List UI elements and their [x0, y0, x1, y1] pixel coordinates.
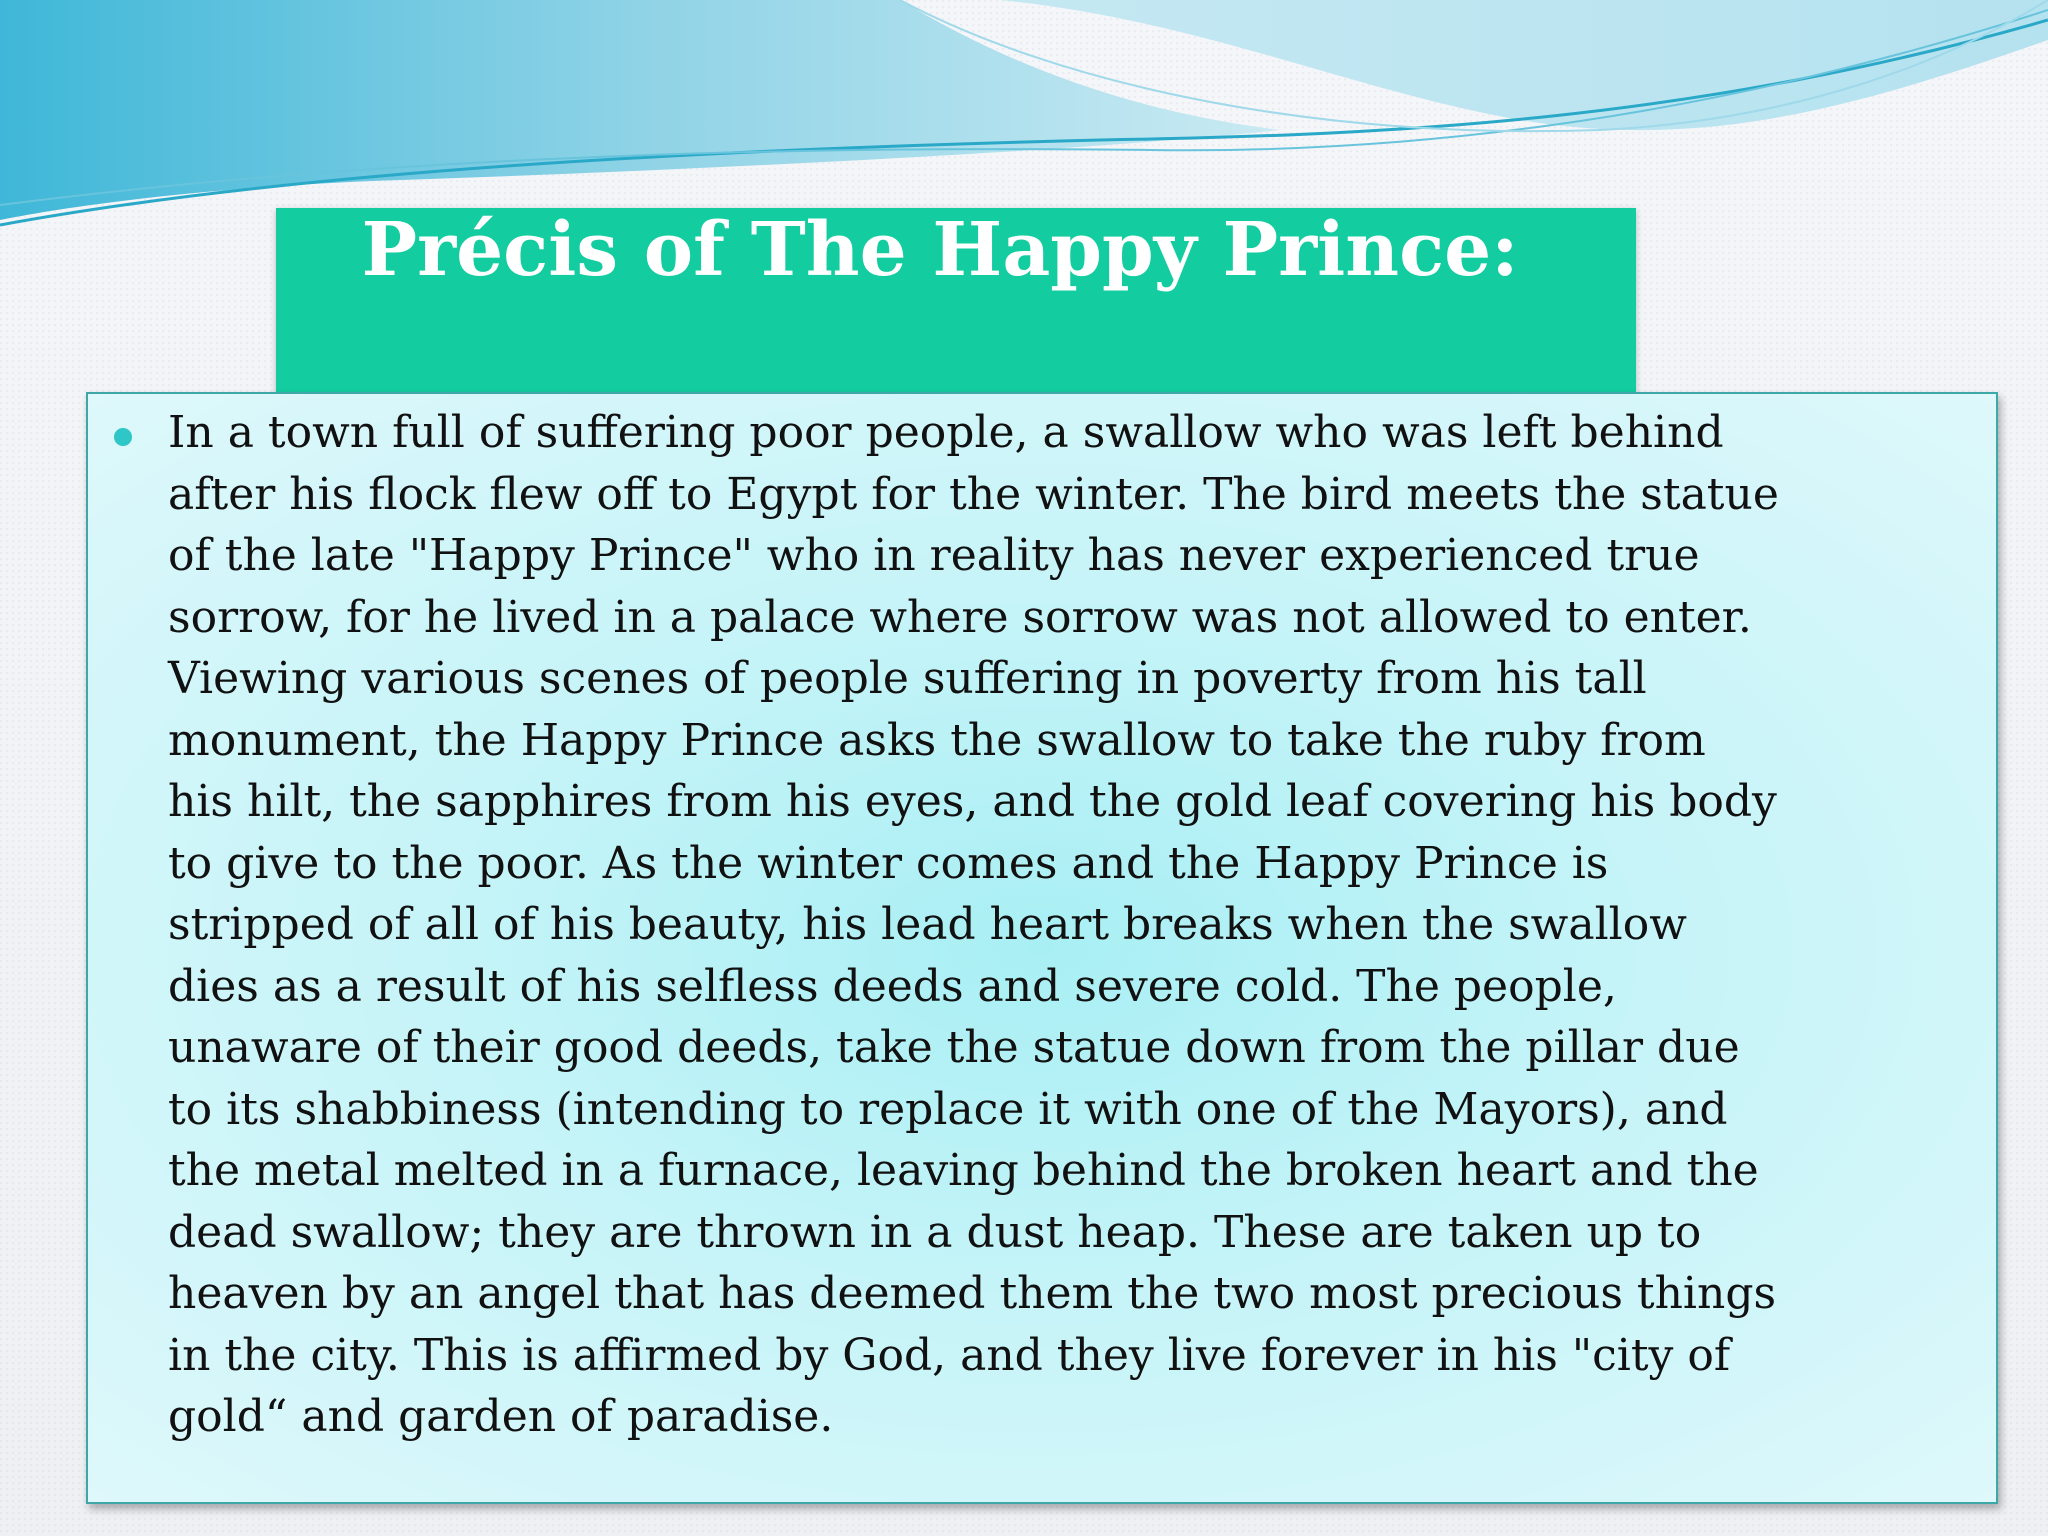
bullet-dot-icon: [114, 428, 132, 446]
slide-title: Précis of The Happy Prince:: [361, 207, 1519, 293]
precis-paragraph: In a town full of suffering poor people, a swallow who was left behind after his flock flew off to Egypt for the winter. The bird meets the statue of the late "Happy Prince" who in reality has never experienced true sorrow, for he lived in a palace where sorrow was not allowed to enter. Viewing various scenes of people suffering in poverty from his tall monument, the Happy Prince asks the swallow to take the ruby from his hilt, the sapphires from his eyes, and the gold leaf covering his body to give to the poor. As the winter comes and the Happy Prince is stripped of all of his beauty, his lead heart breaks when the swallow dies as a result of his selfless deeds and severe cold. The people, unaware of their good deeds, take the statue down from the pillar due to its shabbiness (intending to replace it with one of the Mayors), and the metal melted in a furnace, leaving behind the broken heart and the dead swallow; they are thrown in a dust heap. These are taken up to heaven by an angel that has deemed them the two most precious things in the city. This is affirmed by God, and they live forever in his "city of gold“ and garden of paradise.: [168, 407, 1779, 1442]
